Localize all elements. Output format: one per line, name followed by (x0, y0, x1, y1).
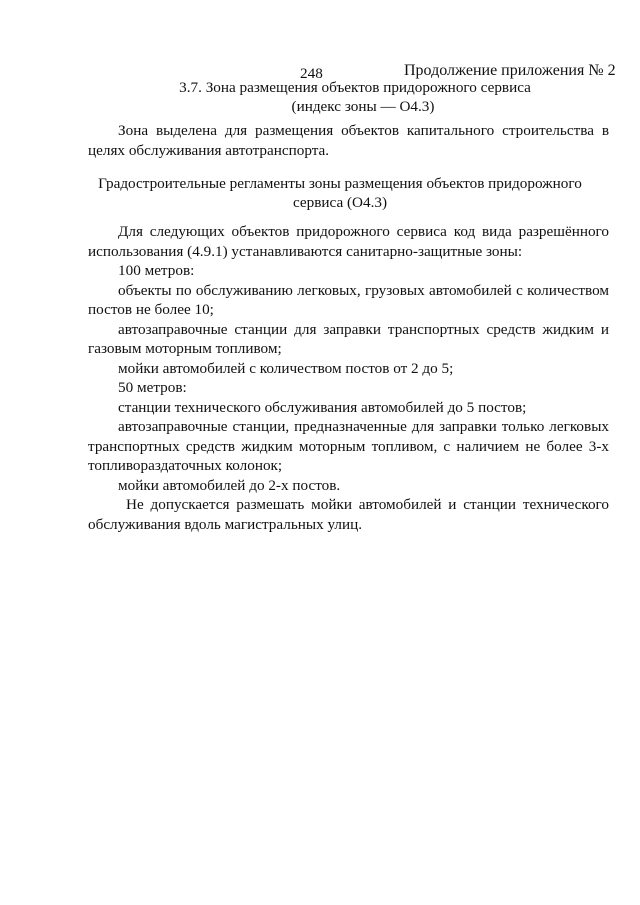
regulations-title-line-2: сервиса (О4.3) (292, 194, 388, 211)
regulations-title-line-1: Градостроительные регламенты зоны размещения объектов придорожного (98, 175, 582, 192)
lead-paragraph: Для следующих объектов придорожного сервиса код вида разрешённого использования (4.9.1) устанавливаются санитарно-защитные зоны: (88, 223, 609, 260)
section-title: 3.7. Зона размещения объектов придорожного сервиса (179, 79, 531, 96)
list-item: автозаправочные станции, предназначенные для заправки только легковых транспортных средств жидким моторным топливом, с наличием не более 3-х топливораздаточных колонок; (88, 418, 609, 474)
group-100m-label: 100 метров: (118, 262, 195, 279)
group-50m-label: 50 метров: (118, 379, 187, 396)
list-item: мойки автомобилей с количеством постов от 2 до 5; (118, 359, 454, 377)
list-item: мойки автомобилей до 2-х постов. (118, 476, 341, 494)
page-number: 248 (300, 65, 323, 82)
regulations-body (88, 222, 609, 534)
list-item: автозаправочные станции для заправки транспортных средств жидким и газовым моторным топливом; (88, 320, 609, 357)
continuation-header: Продолжение приложения № 2 (404, 62, 616, 79)
zone-index: (индекс зоны — О4.3) (291, 97, 435, 115)
list-item: станции технического обслуживания автомобилей до 5 постов; (118, 398, 527, 416)
regulations-heading (80, 174, 600, 212)
list-item: объекты по обслуживанию легковых, грузовых автомобилей с количеством постов не более 10; (88, 281, 609, 318)
closing-paragraph: Не допускается размешать мойки автомобилей и станции технического обслуживания вдоль магистральных улиц. (88, 496, 609, 533)
section-heading (120, 79, 590, 116)
intro-paragraph: Зона выделена для размещения объектов капитального строительства в целях обслуживания автотранспорта. (88, 122, 609, 159)
